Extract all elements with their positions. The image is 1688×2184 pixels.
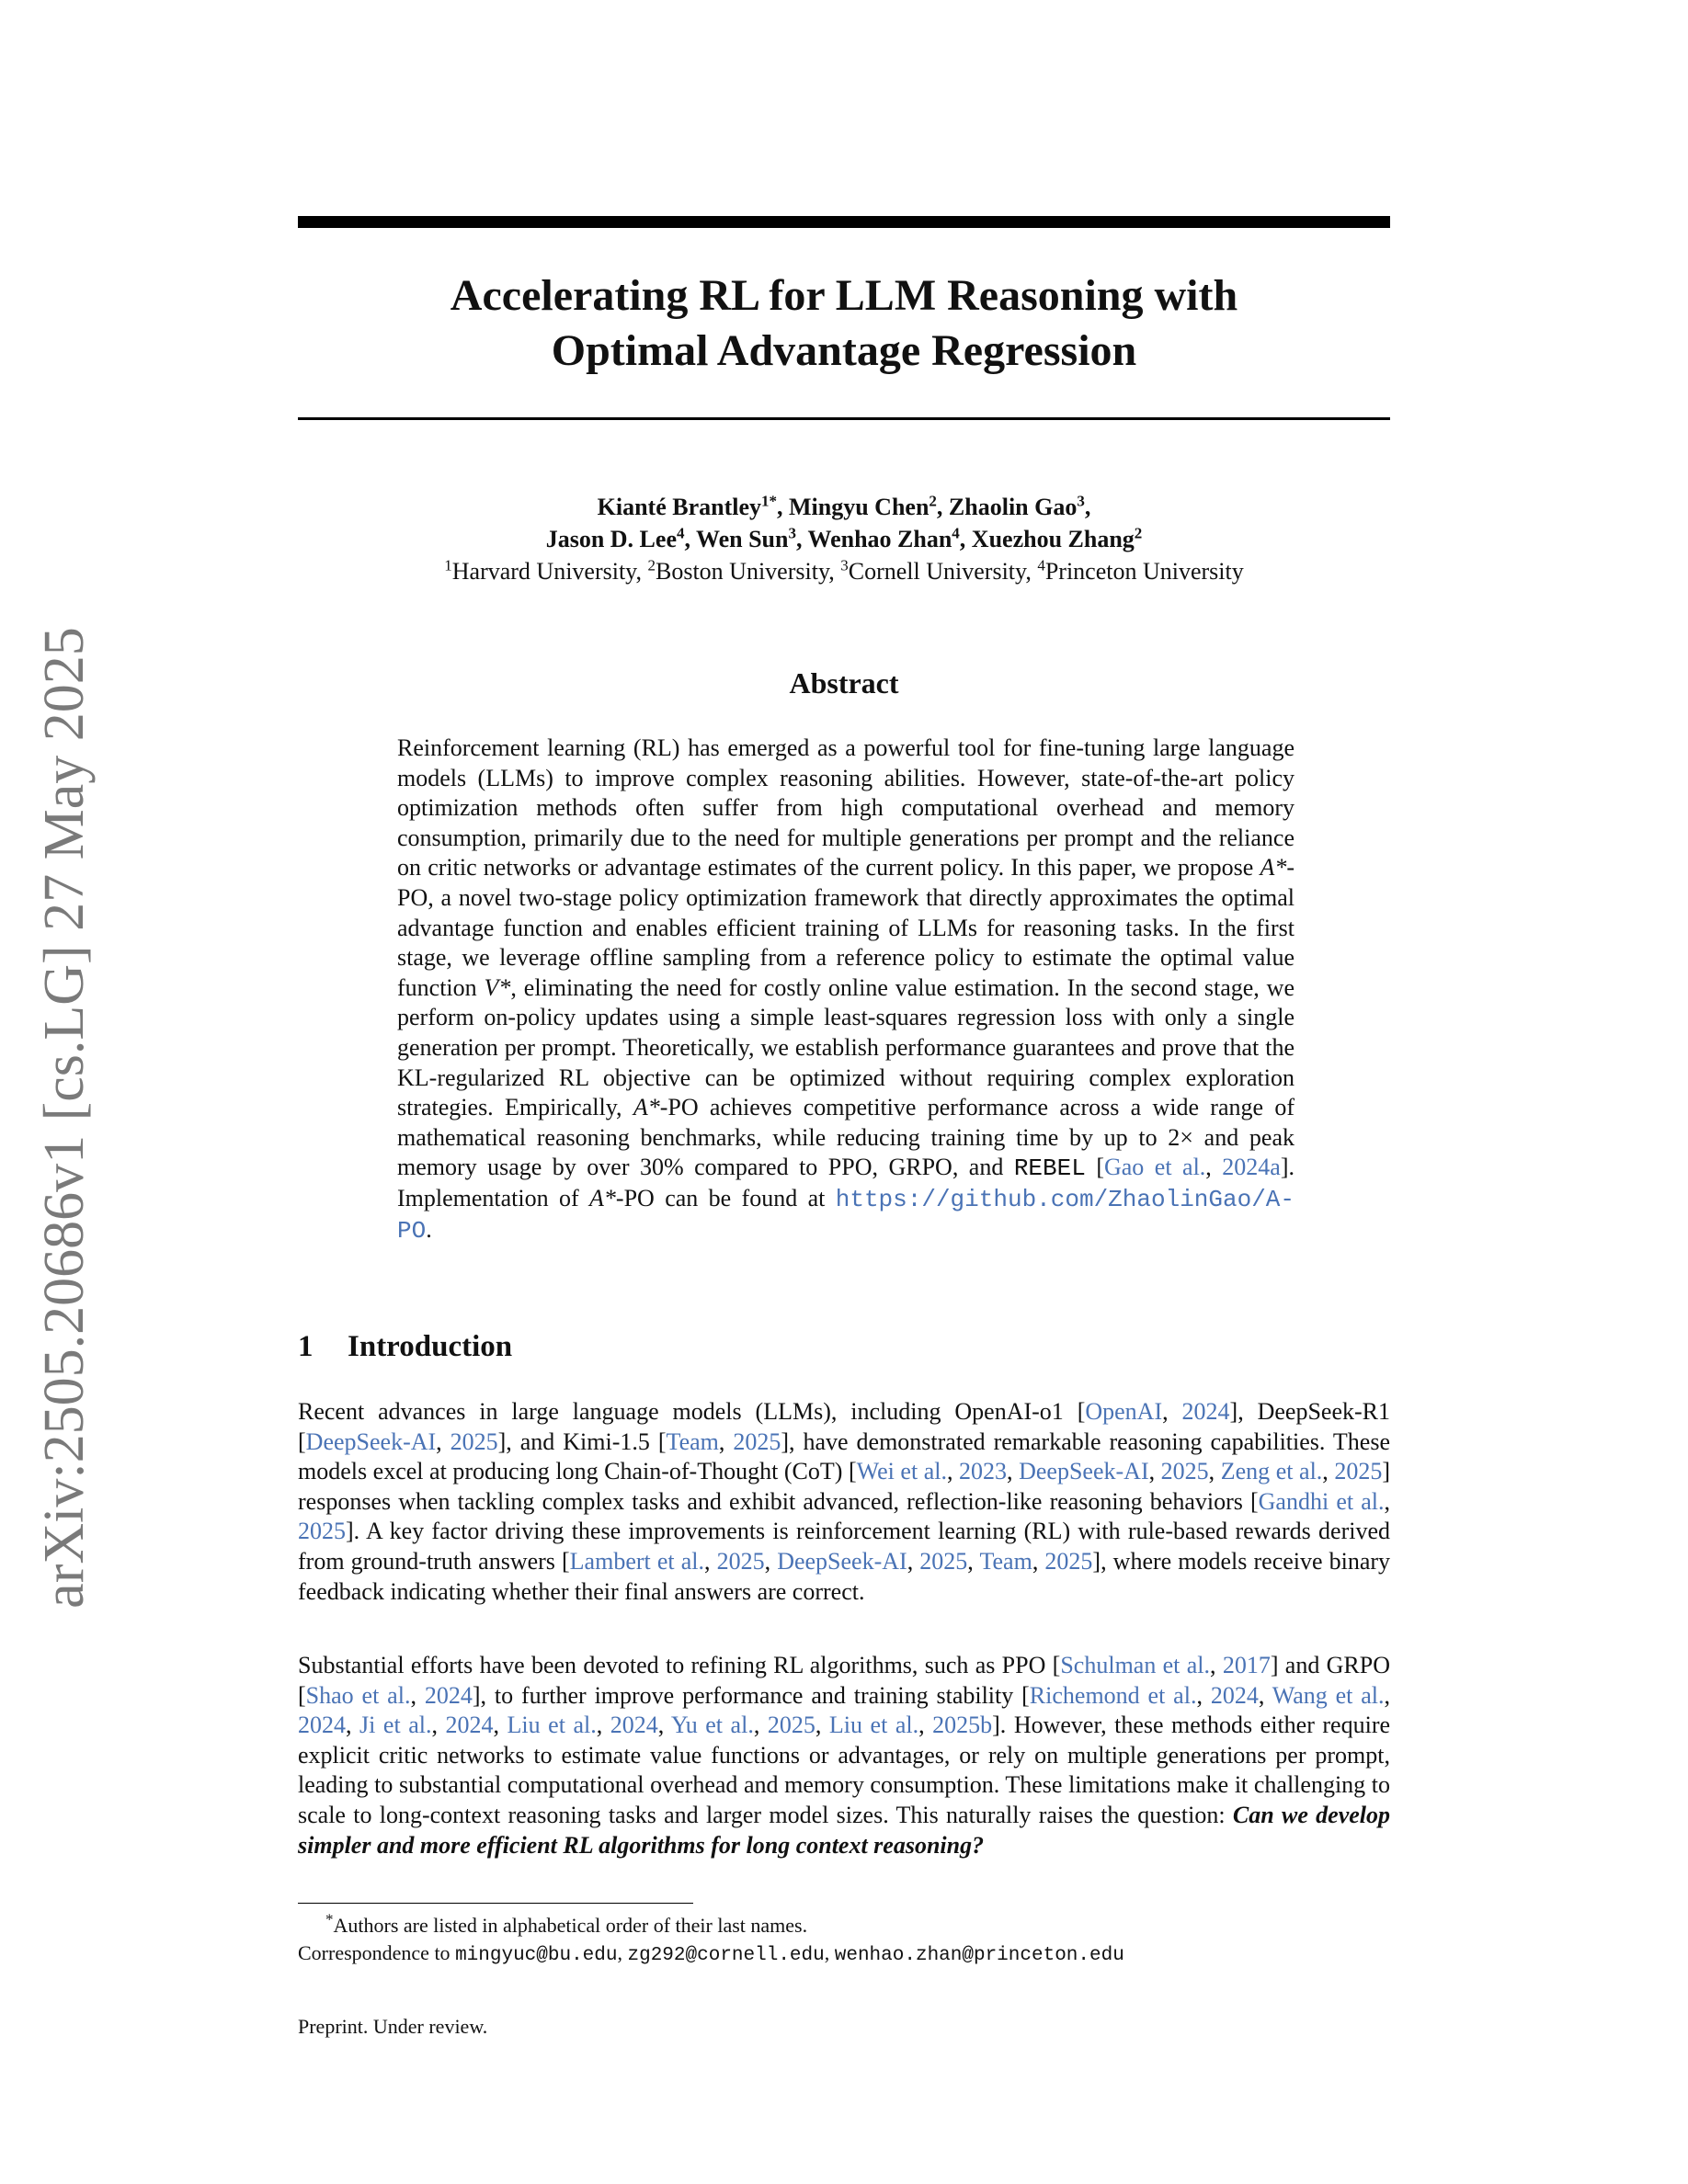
affiliation-mark: 3 <box>840 556 849 574</box>
citation-link[interactable]: Shao et al. <box>305 1681 411 1709</box>
section-title: Introduction <box>348 1330 513 1363</box>
author-name: Zhaolin Gao <box>948 494 1078 520</box>
method-name: A* <box>589 1184 616 1211</box>
citation-year-link[interactable]: 2025 <box>767 1712 815 1739</box>
citation-year-link[interactable]: 2024a <box>1222 1154 1281 1181</box>
citation-year-link[interactable]: 2024 <box>445 1712 494 1739</box>
paragraph-text: ]. However, these methods either require explicit critic networks to estimate value functions or advantages, or rely on multiple generations per prompt, leading to substantial computational overhead and memory consumption. These limitations make it challenging to scale to long-context reasoning tasks and larger model sizes. This naturally raises the question: <box>298 1712 1391 1828</box>
abstract-text: Reinforcement learning (RL) has emerged as a powerful tool for fine-tuning large language models (LLMs) to improve complex reasoning abilities. However, state-of-the-art policy optimization methods often suffer from high computational overhead and memory consumption, primarily due to the need for multiple generations per prompt and the reliance on critic networks or advantage estimates of the current policy. In this paper, we propose <box>397 734 1295 882</box>
intro-paragraph-2: Substantial efforts have been devoted to refining RL algorithms, such as PPO [Schulman et al., 2017] and GRPO [Shao et al., 2024], to further improve performance and training stability [Richemond et al., 2024, Wang et al., 2024, Ji et al., 2024, Liu et al., 2024, Yu et al., 2025, Liu et al., 2025b]. However, these methods either require explicit critic networks to estimate value functions or advantages, or rely on multiple generations per prompt, leading to substantial computational overhead and memory consumption. These limitations make it challenging to scale to long-context reasoning tasks and larger model sizes. This naturally raises the question: Can we develop simpler and more efficient RL algorithms for long context reasoning? <box>298 1652 1391 1859</box>
github-url-link[interactable]: https://github.com/ZhaolinGao/A-PO <box>397 1185 1295 1245</box>
author-affiliation-mark: 4 <box>676 524 685 542</box>
author-name: Wenhao Zhan <box>807 526 952 552</box>
abstract-text: , eliminating the need for costly online value estimation. In the second stage, we perform on-policy updates using a simple least-squares regression loss with only a single generation per prompt. Theoretically, we establish performance guarantees and prove that the KL-regularized RL objective can be optimized without requiring complex exploration strategies. Empirically, <box>397 973 1295 1121</box>
citation-link[interactable]: Zeng et al. <box>1220 1458 1323 1485</box>
abstract-heading: Abstract <box>789 666 899 700</box>
citation-year-link[interactable]: 2025 <box>450 1428 498 1455</box>
abstract-text: -PO achieves competitive performance across a wide range of mathematical reasoning benchmarks, while reducing training time by up to 2× and peak memory usage by over 30% compared to PPO, GRPO, and <box>397 1094 1295 1181</box>
paragraph-text: ], and Kimi-1.5 [ <box>497 1428 667 1455</box>
citation-year-link[interactable]: 2025 <box>298 1518 346 1545</box>
citation-link[interactable]: DeepSeek-AI <box>1019 1458 1149 1485</box>
abstract-text: -PO, a novel two-stage policy optimization framework that directly approximates the optimal advantage function and enables efficient training of LLMs for reasoning tasks. In the first stage, we leverage offline sampling from a reference policy to estimate the optimal value function <box>397 854 1295 1001</box>
citation-link[interactable]: Lambert et al. <box>569 1547 704 1575</box>
citation-year-link[interactable]: 2025 <box>733 1428 781 1455</box>
citation-link[interactable]: Liu et al. <box>828 1712 919 1739</box>
citation-link[interactable]: Gao et al. <box>1103 1154 1206 1181</box>
affiliation: Cornell University, <box>848 558 1032 585</box>
intro-paragraph-1: Recent advances in large language models (LLMs), including OpenAI-o1 [OpenAI, 2024], DeepSeek-R1 [DeepSeek-AI, 2025], and Kimi-1.5 [Team, 2025], have demonstrated remarkable reasoning capabilities. These models excel at producing long Chain-of-Thought (CoT) [Wei et al., 2023, DeepSeek-AI, 2025, Zeng et al., 2025] responses when tackling complex tasks and exhibit advanced, reflection-like reasoning behaviors [Gandhi et al., 2025]. A key factor driving these improvements is reinforcement learning (RL) with rule-based rewards derived from ground-truth answers [Lambert et al., 2025, DeepSeek-AI, 2025, Team, 2025], where models receive binary feedback indicating whether their final answers are correct. <box>298 1398 1391 1605</box>
author-affiliation-mark: 4 <box>952 524 960 542</box>
paragraph-text: ], to further improve performance and training stability [ <box>472 1681 1030 1709</box>
title-top-rule <box>298 216 1390 228</box>
citation-year-link[interactable]: 2025b <box>932 1712 993 1739</box>
citation-year-link[interactable]: 2024 <box>1181 1398 1230 1425</box>
abstract-body <box>397 734 1295 1246</box>
citation-link[interactable]: Wang et al. <box>1272 1681 1385 1709</box>
email-address: mingyuc@bu.edu <box>455 1945 618 1966</box>
email-address: wenhao.zhan@princeton.edu <box>834 1945 1124 1966</box>
affiliation: Princeton University <box>1044 558 1244 585</box>
author-names-line-1: Kianté Brantley$^{1*}$, Mingyu Chen$^2$, Zhaolin Gao$^3$, <box>597 492 1091 520</box>
abstract-text: [ <box>1085 1154 1104 1181</box>
citation-year-link[interactable]: 2025 <box>1160 1458 1209 1485</box>
email-address: zg292@cornell.edu <box>627 1945 825 1966</box>
citation-year-link[interactable]: 2017 <box>1222 1652 1271 1678</box>
method-name: A* <box>1260 854 1287 882</box>
affiliation-mark: 4 <box>1037 556 1045 574</box>
citation-year-link[interactable]: 2024 <box>424 1681 473 1709</box>
citation-year-link[interactable]: 2024 <box>610 1712 658 1739</box>
citation-link[interactable]: Liu et al. <box>507 1712 597 1739</box>
citation-link[interactable]: Ji et al. <box>359 1712 432 1739</box>
citation-link[interactable]: Richemond et al. <box>1029 1681 1197 1709</box>
citation-year-link[interactable]: 2025 <box>919 1547 968 1575</box>
affiliation: Boston University, <box>656 558 835 585</box>
citation-link[interactable]: Schulman et al. <box>1060 1652 1210 1678</box>
author-affiliation-mark: 2 <box>1134 524 1143 542</box>
correspondence-label: Correspondence to <box>298 1941 456 1964</box>
citation-year-link[interactable]: 2025 <box>716 1547 765 1575</box>
footnote-text: Authors are listed in alphabetical order of their last names. <box>333 1914 808 1937</box>
paragraph-text: ] and GRPO [ <box>298 1652 1391 1709</box>
paragraph-text: ]. A key factor driving these improvements is reinforcement learning (RL) with rule-based rewards derived from ground-truth answers [ <box>298 1518 1390 1575</box>
footnote-correspondence: Correspondence to mingyuc@bu.edu, zg292@cornell.edu, wenhao.zhan@princeton.edu <box>298 1941 1124 1966</box>
title-bottom-rule <box>298 417 1390 420</box>
citation-link[interactable]: DeepSeek-AI <box>777 1547 907 1575</box>
affiliations-line <box>298 555 1390 587</box>
affiliation: Harvard University, <box>451 558 642 585</box>
abstract-text: ]. Implementation of <box>397 1154 1295 1211</box>
author-affiliation-mark: 1* <box>761 492 777 510</box>
paragraph-text: ] responses when tackling complex tasks and exhibit advanced, reflection-like reasoning behaviors [ <box>298 1458 1391 1515</box>
author-affiliation-mark: 2 <box>929 492 937 510</box>
author-block <box>298 491 1390 587</box>
citation-link[interactable]: Wei et al. <box>856 1458 947 1485</box>
affiliation-mark: 1 <box>444 556 452 574</box>
author-affiliation-mark: 3 <box>1077 492 1085 510</box>
citation-year-link[interactable]: 2023 <box>959 1458 1008 1485</box>
citation-link[interactable]: Team <box>666 1428 719 1455</box>
optimal-value-symbol: V* <box>484 973 511 1001</box>
author-names-line-2: Jason D. Lee$^4$, Wen Sun$^3$, Wenhao Zhan$^4$, Xuezhou Zhang$^2$ <box>545 524 1143 552</box>
arxiv-identifier: arXiv:2505.20686v1 [cs.LG] 27 May 2025 <box>33 627 96 1609</box>
abstract-text: -PO can be found at <box>615 1184 826 1211</box>
paper-title <box>298 268 1390 379</box>
abstract-text: . <box>426 1215 432 1243</box>
citation-year-link[interactable]: 2024 <box>298 1712 346 1739</box>
paragraph-text: Recent advances in large language models (LLMs), including OpenAI-o1 [ <box>298 1398 1086 1425</box>
title-line-1: Accelerating RL for LLM Reasoning with <box>450 271 1238 320</box>
author-name: Mingyu Chen <box>789 494 930 520</box>
paragraph-text: ], where models receive binary feedback indicating whether their final answers are correct. <box>298 1547 1391 1605</box>
affiliation-mark: 2 <box>647 556 656 574</box>
citation-link[interactable]: Gandhi et al. <box>1258 1487 1385 1515</box>
author-affiliation-mark: 3 <box>788 524 796 542</box>
citation-separator: , <box>1205 1154 1223 1181</box>
paragraph-text: Substantial efforts have been devoted to refining RL algorithms, such as PPO [ <box>298 1652 1061 1678</box>
footnote-rule <box>298 1903 693 1904</box>
footnote-mark: * <box>325 1910 334 1928</box>
title-line-2: Optimal Advantage Regression <box>551 326 1137 375</box>
citation-link[interactable]: OpenAI <box>1085 1398 1163 1425</box>
author-name: Kianté Brantley <box>597 494 761 520</box>
preprint-notice: Preprint. Under review. <box>298 2015 488 2038</box>
rebel-name: REBEL <box>1013 1155 1086 1183</box>
section-number: 1 <box>298 1330 314 1363</box>
author-name: Wen Sun <box>696 526 789 552</box>
section-heading-introduction <box>298 1330 512 1364</box>
paragraph-text: ], have demonstrated remarkable reasoning capabilities. These models excel at producing long Chain-of-Thought (CoT) [ <box>298 1428 1390 1485</box>
citation-link[interactable]: Yu et al. <box>670 1712 754 1739</box>
author-name: Jason D. Lee <box>545 526 677 552</box>
footnote-authors <box>298 1912 1418 1939</box>
citation-link[interactable]: DeepSeek-AI <box>305 1428 437 1455</box>
citation-year-link[interactable]: 2025 <box>1044 1547 1093 1575</box>
method-name: A* <box>633 1094 660 1121</box>
research-question: Can we develop simpler and more efficient RL algorithms for long context reasoning? <box>298 1801 1390 1859</box>
paragraph-text: ], DeepSeek-R1 [ <box>298 1398 1390 1455</box>
citation-year-link[interactable]: 2025 <box>1334 1458 1383 1485</box>
citation-year-link[interactable]: 2024 <box>1210 1681 1259 1709</box>
citation-link[interactable]: Team <box>979 1547 1032 1575</box>
author-name: Xuezhou Zhang <box>971 526 1135 552</box>
